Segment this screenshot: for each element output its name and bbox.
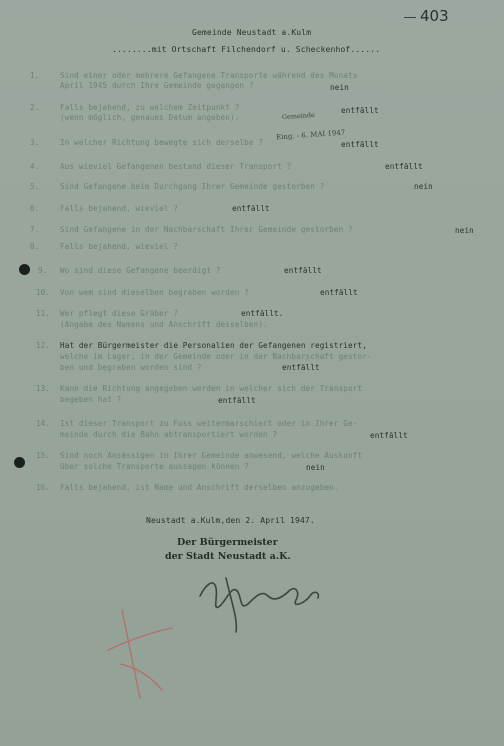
question-text: Sind einer oder mehrere Gefangene Transporte während des Monats	[60, 71, 358, 80]
item-number: 1.	[30, 71, 40, 80]
answer-text: entfällt	[282, 363, 320, 372]
question-text: Sind Gefangene in der Nachbarschaft Ihrer Gemeinde gestorben ?	[60, 225, 353, 234]
question-text: begeben hat ?	[60, 395, 122, 404]
page-number: 403	[420, 7, 449, 25]
item-number: 4.	[30, 162, 40, 171]
answer-text: entfällt	[370, 431, 408, 440]
office-stamp: Gemeinde	[281, 110, 316, 122]
answer-text: entfällt	[284, 266, 322, 275]
question-text: über solche Transporte aussagen können ?	[60, 462, 249, 471]
answer-text: nein	[414, 182, 433, 191]
answer-text: entfällt	[232, 204, 270, 213]
question-text: Ist dieser Transport zu Fuss weitermarschiert oder in Ihrer Ge-	[60, 419, 358, 428]
item-number: 12.	[36, 341, 50, 350]
answer-text: nein	[306, 463, 325, 472]
signatory-title: Der Bürgermeister	[177, 537, 278, 548]
item-number: 8.	[30, 242, 40, 251]
header-municipality: Gemeinde Neustadt a.Kulm	[192, 28, 312, 37]
question-text: Hat der Bürgermeister die Personalien der Gefangenen registriert,	[60, 341, 367, 350]
answer-text: entfällt	[385, 162, 423, 171]
incoming-stamp: Eing. - 6. MAI 1947	[275, 128, 346, 142]
place-date: Neustadt a.Kulm,den 2. April 1947.	[146, 516, 315, 525]
item-number: 5.	[30, 182, 40, 191]
answer-text: entfällt.	[241, 309, 284, 318]
signatory-office: der Stadt Neustadt a.K.	[165, 551, 291, 562]
question-text: April 1945 durch Ihre Gemeinde gegangen ?	[60, 81, 254, 90]
question-text: Kann die Richtung angegeben werden in welcher sich der Transport	[60, 384, 363, 393]
question-text: welche im Lager, in der Gemeinde oder in der Nachbarschaft gestor-	[60, 352, 372, 361]
item-number: 2.	[30, 103, 40, 112]
item-number: 3.	[30, 138, 40, 147]
question-text: Falls bejahend, wieviel ?	[60, 204, 179, 213]
question-text: (wenn möglich, genaues Datum angeben).	[60, 113, 240, 122]
answer-text: nein	[455, 226, 474, 235]
question-text: (Angabe des Namens und Anschrift desselben).	[60, 320, 268, 329]
question-text: Falls bejahend, wieviel ?	[60, 242, 179, 251]
question-text: meinde durch die Bahn abtransportiert worden ?	[60, 430, 278, 439]
item-number: 10.	[36, 288, 50, 297]
question-text: Sind Gefangene beim Durchgang Ihrer Gemeinde gestorben ?	[60, 182, 325, 191]
question-text: Aus wieviel Gefangenen bestand dieser Transport ?	[60, 162, 292, 171]
question-text: Falls bejahend, zu welchem Zeitpunkt ?	[60, 103, 240, 112]
question-text: Wo sind diese Gefangene beerdigt ?	[60, 266, 221, 275]
question-text: ben und begraben worden sind ?	[60, 363, 202, 372]
question-text: Falls bejahend, ist Name und Anschrift derselben anzugeben.	[60, 483, 339, 492]
question-text: Von wem sind dieselben begraben worden ?	[60, 288, 249, 297]
answer-text: nein	[330, 83, 349, 92]
item-number: 6.	[30, 204, 40, 213]
question-text: Sind noch Ansässigen in Ihrer Gemeinde anwesend, welche Auskunft	[60, 451, 363, 460]
item-number: 9.	[38, 266, 48, 275]
header-localities: ........mit Ortschaft Filchendorf u. Scheckenhof......	[112, 45, 381, 54]
answer-text: entfällt	[341, 140, 379, 149]
question-text: Wer pflegt diese Gräber ?	[60, 309, 179, 318]
item-number: 15.	[36, 451, 50, 460]
item-number: 16.	[36, 483, 50, 492]
item-number: 11.	[36, 309, 50, 318]
question-text: In welcher Richtung bewegte sich derselbe ?	[60, 138, 264, 147]
signature	[200, 578, 318, 632]
answer-text: entfällt	[218, 396, 256, 405]
margin-mark	[108, 610, 172, 698]
item-number: 7.	[30, 225, 40, 234]
item-number: 13.	[36, 384, 50, 393]
item-number: 14.	[36, 419, 50, 428]
answer-text: entfällt	[320, 288, 358, 297]
answer-text: entfällt	[341, 106, 379, 115]
